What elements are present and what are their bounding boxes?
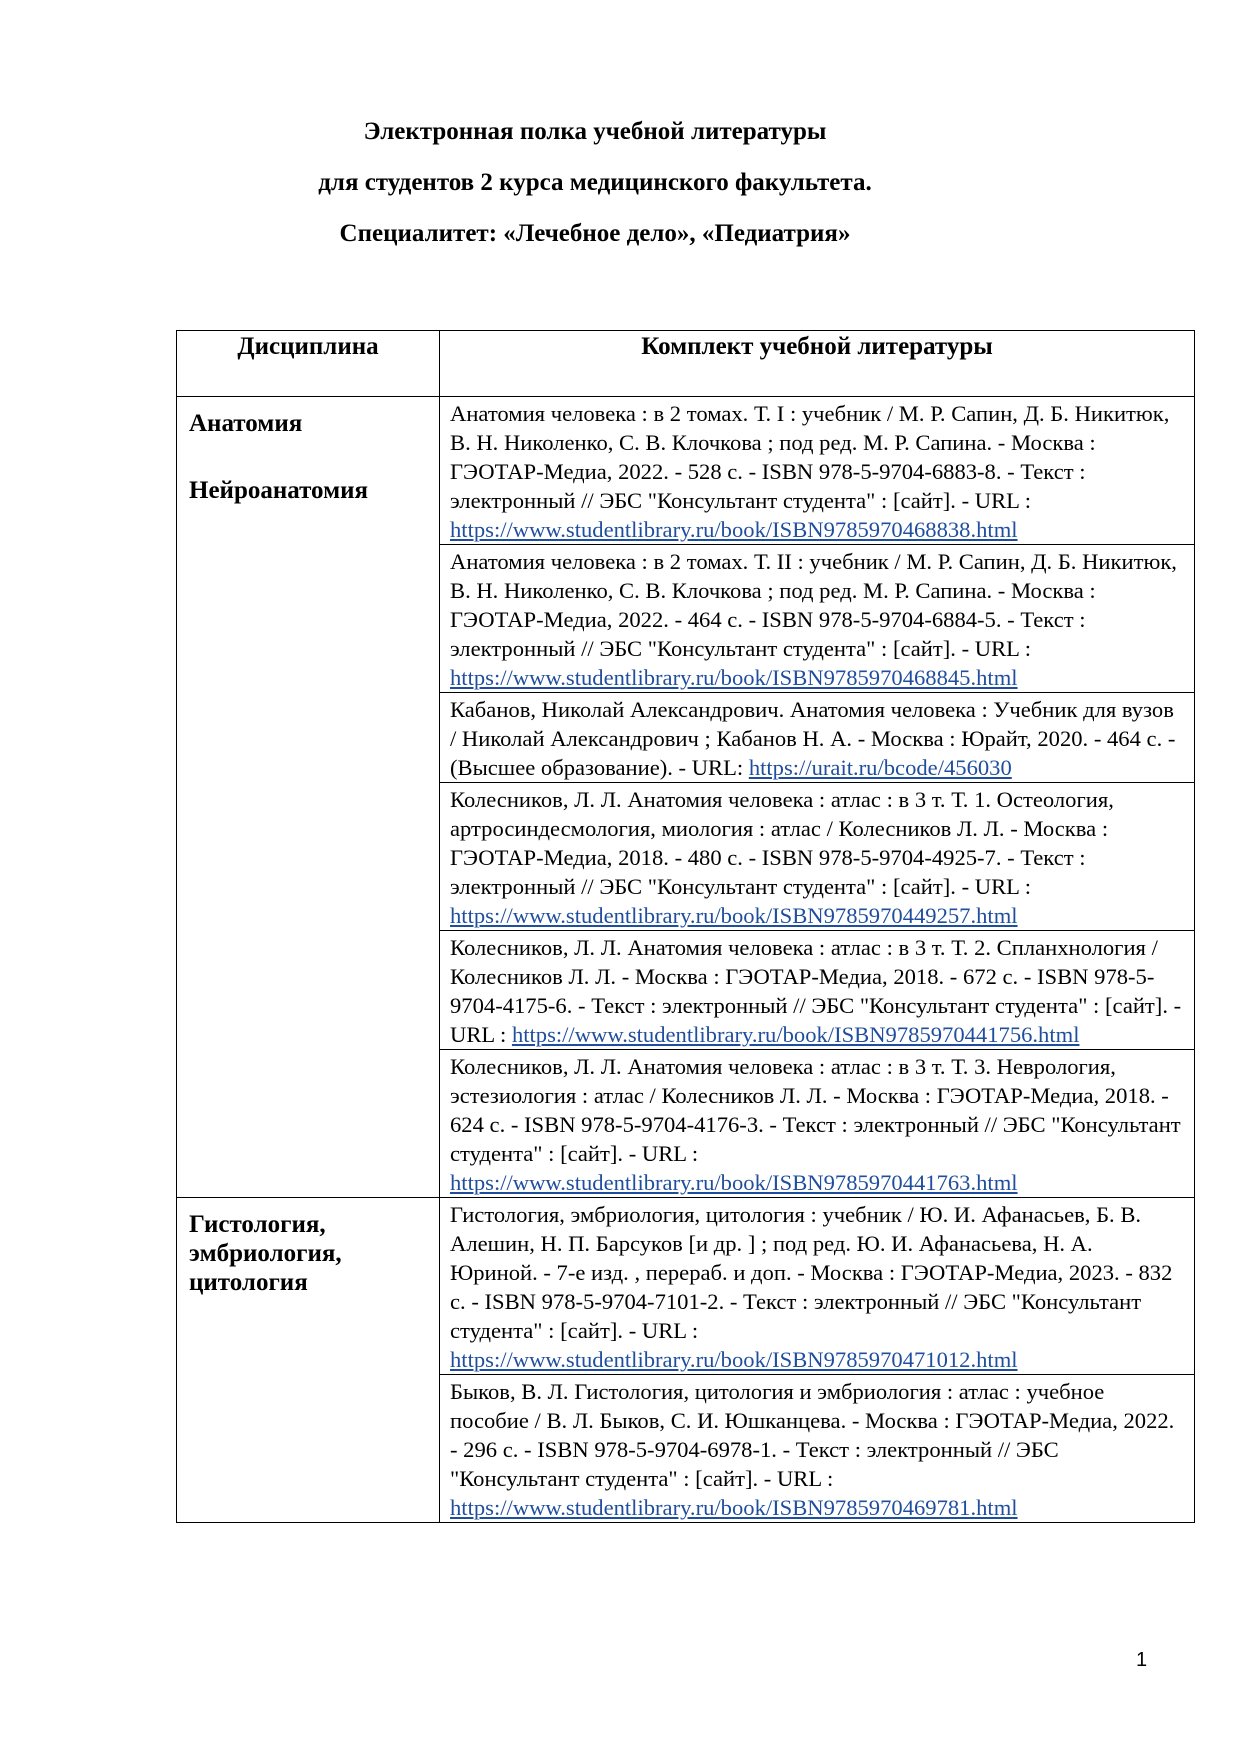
literature-entry — [440, 1198, 1195, 1375]
book-link[interactable]: https://www.studentlibrary.ru/book/ISBN9785970441756.html — [511, 1022, 1080, 1047]
book-link[interactable]: https://www.studentlibrary.ru/book/ISBN9785970468838.html — [450, 517, 1018, 542]
table-row — [177, 1198, 1195, 1375]
book-link[interactable]: https://www.studentlibrary.ru/book/ISBN9785970449257.html — [450, 903, 1018, 928]
discipline-name: Нейроанатомия — [189, 477, 369, 504]
citation-text: Быков, В. Л. Гистология, цитология и эмбриология : атлас : учебное пособие / В. Л. Быков, С. И. Юшканцева. - Москва : ГЭОТАР-Медиа, 2022. - 296 с. - ISBN 978-5-9704-6978-1. - Текст : электронный // ЭБС "Консультант студента" : [сайт]. - URL : — [450, 1379, 1175, 1491]
page-number: 1 — [1136, 1649, 1148, 1671]
literature-entry — [440, 545, 1195, 693]
discipline-name: Анатомия — [189, 410, 303, 437]
literature-entry — [440, 783, 1195, 931]
citation-text: Кабанов, Николай Александрович. Анатомия человека : Учебник для вузов / Николай Александрович ; Кабанов Н. А. - Москва : Юрайт, 2020. - 464 с. - (Высшее образование). - URL: — [450, 697, 1176, 780]
citation-text: Анатомия человека : в 2 томах. Т. II : учебник / М. Р. Сапин, Д. Б. Никитюк, В. Н. Николенко, С. В. Клочкова ; под ред. М. Р. Сапина. - Москва : ГЭОТАР-Медиа, 2022. - 464 с. - ISBN 978-5-9704-6884-5. - Текст : электронный // ЭБС "Консультант студента" : [сайт]. - URL : — [450, 549, 1177, 661]
book-link[interactable]: https://www.studentlibrary.ru/book/ISBN9785970441763.html — [450, 1170, 1018, 1195]
table-header-row — [177, 331, 1195, 397]
title-line-2: для студентов 2 курса медицинского факультета. — [318, 169, 872, 196]
header-discipline: Дисциплина — [177, 331, 440, 397]
book-link[interactable]: https://urait.ru/bcode/456030 — [748, 755, 1012, 780]
citation-text: Колесников, Л. Л. Анатомия человека : атлас : в 3 т. Т. 3. Неврология, эстезиология : атлас / Колесников Л. Л. - Москва : ГЭОТАР-Медиа, 2018. - 624 с. - ISBN 978-5-9704-4176-3. - Текст : электронный // ЭБС "Консультант студента" : [сайт]. - URL : — [450, 1054, 1181, 1166]
literature-entry — [440, 1050, 1195, 1198]
citation-text: Анатомия человека : в 2 томах. Т. I : учебник / М. Р. Сапин, Д. Б. Никитюк, В. Н. Николенко, С. В. Клочкова ; под ред. М. Р. Сапина. - Москва : ГЭОТАР-Медиа, 2022. - 528 с. - ISBN 978-5-9704-6883-8. - Текст : электронный // ЭБС "Консультант студента" : [сайт]. - URL : — [450, 401, 1170, 513]
literature-table — [176, 330, 1195, 1523]
citation-text: Колесников, Л. Л. Анатомия человека : атлас : в 3 т. Т. 1. Остеология, артросиндесмология, миология : атлас / Колесников Л. Л. - Москва : ГЭОТАР-Медиа, 2018. - 480 с. - ISBN 978-5-9704-4925-7. - Текст : электронный // ЭБС "Консультант студента" : [сайт]. - URL : — [450, 787, 1114, 899]
literature-entry — [440, 397, 1195, 545]
discipline-cell — [177, 397, 440, 1198]
discipline-cell — [177, 1198, 440, 1523]
title-line-3: Специалитет: «Лечебное дело», «Педиатрия» — [339, 220, 851, 247]
book-link[interactable]: https://www.studentlibrary.ru/book/ISBN9785970471012.html — [450, 1347, 1018, 1372]
book-link[interactable]: https://www.studentlibrary.ru/book/ISBN9785970469781.html — [450, 1495, 1018, 1520]
document-title — [0, 118, 1190, 271]
book-link[interactable]: https://www.studentlibrary.ru/book/ISBN9785970468845.html — [450, 665, 1018, 690]
discipline-name: цитология — [189, 1269, 308, 1296]
citation-text: Гистология, эмбриология, цитология : учебник / Ю. И. Афанасьев, Б. В. Алешин, Н. П. Барсуков [и др. ] ; под ред. Ю. И. Афанасьева, Н. А. Юриной. - 7-е изд. , перераб. и доп. - Москва : ГЭОТАР-Медиа, 2023. - 832 с. - ISBN 978-5-9704-7101-2. - Текст : электронный // ЭБС "Консультант студента" : [сайт]. - URL : — [450, 1202, 1173, 1343]
discipline-name: эмбриология, — [189, 1240, 342, 1267]
table-body — [177, 397, 1195, 1523]
table-row — [177, 397, 1195, 545]
discipline-name: Гистология, — [189, 1211, 326, 1238]
header-literature-set: Комплект учебной литературы — [440, 331, 1195, 397]
citation-text: Колесников, Л. Л. Анатомия человека : атлас : в 3 т. Т. 2. Спланхнология / Колесников Л. Л. - Москва : ГЭОТАР-Медиа, 2018. - 672 с. - ISBN 978-5-9704-4175-6. - Текст : электронный // ЭБС "Консультант студента" : [сайт]. - URL : — [450, 935, 1182, 1047]
title-line-1: Электронная полка учебной литературы — [363, 118, 827, 145]
literature-entry — [440, 1375, 1195, 1523]
literature-entry — [440, 931, 1195, 1050]
literature-entry — [440, 693, 1195, 783]
